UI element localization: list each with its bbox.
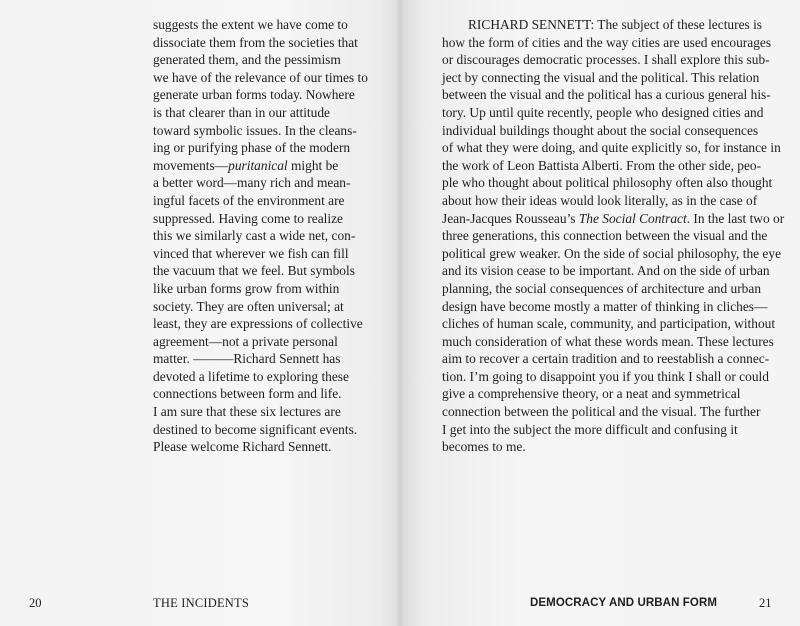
right-page-number: 21 (759, 596, 772, 610)
body-line-italic (153, 157, 368, 175)
body-line: vinced that wherever we fish can fill (153, 245, 349, 261)
left-running-head: THE INCIDENTS (153, 596, 249, 610)
body-line: becomes to me. (442, 439, 526, 455)
book-gutter (397, 0, 403, 626)
body-line: about how their ideas would look literally, as in the case of (442, 192, 758, 208)
body-line: connections between form and life. (153, 386, 342, 402)
body-line: suggests the extent we have come to (153, 17, 348, 32)
line-suffix: . In the last two or (686, 210, 785, 226)
line-suffix: might be (287, 157, 339, 173)
left-page-body (153, 16, 368, 456)
body-line: destined to become significant events. (153, 421, 358, 437)
body-line: much consideration of what these words mean. These lectures (442, 333, 774, 349)
italic-title: The Social Contract (578, 210, 687, 226)
body-line: least, they are expressions of collective (153, 316, 363, 332)
body-line: or discourages democratic processes. I shall explore this sub- (442, 52, 770, 68)
body-line: dissociate them from the societies that (153, 34, 358, 50)
body-line: like urban forms grow from within (153, 280, 340, 296)
right-page-body (442, 16, 785, 456)
body-line: individual buildings thought about the social consequences (442, 122, 759, 138)
body-line: toward symbolic issues. In the cleans- (153, 122, 357, 138)
right-running-head: DEMOCRACY AND URBAN FORM (530, 597, 718, 609)
body-line: aim to recover a certain tradition and to reestablish a connec- (442, 351, 770, 367)
body-line: planning, the social consequences of architecture and urban (442, 280, 762, 296)
body-line: design have become mostly a matter of thinking in cliches— (442, 298, 768, 314)
body-line: is that clearer than in our attitude (153, 104, 330, 120)
body-line: of what they were doing, and quite explicitly so, for instance in (442, 140, 781, 156)
italic-term: puritanical (228, 157, 288, 173)
body-line-italic (442, 210, 785, 228)
body-line: ingful facets of the environment are (153, 192, 345, 208)
body-line: cliches of human scale, community, and participation, without (442, 316, 776, 332)
body-line: tion. I’m going to disappoint you if you think I shall or could (442, 368, 769, 384)
body-line: tory. Up until quite recently, people who designed cities and (442, 104, 764, 120)
line-prefix: movements— (153, 157, 229, 173)
body-line: devoted a lifetime to exploring these (153, 368, 349, 384)
body-line: I am sure that these six lectures are (153, 404, 341, 420)
body-line: the work of Leon Battista Alberti. From the other side, peo- (442, 157, 762, 173)
speaker-opening-line: RICHARD SENNETT: The subject of these lectures is (468, 17, 762, 32)
body-line: ject by connecting the visual and the political. This relation (442, 69, 760, 85)
body-line: connection between the political and the visual. The further (442, 404, 761, 420)
body-line: a better word—many rich and mean- (153, 175, 351, 191)
body-line: the vacuum that we feel. But symbols (153, 263, 355, 279)
body-line: society. They are often universal; at (153, 298, 344, 314)
body-line: give a comprehensive theory, or a neat and symmetrical (442, 386, 741, 402)
body-line: three generations, this connection between the visual and the (442, 228, 768, 244)
body-line: suppressed. Having come to realize (153, 210, 344, 226)
body-line: ing or purifying phase of the modern (153, 140, 351, 156)
body-line: generated them, and the pessimism (153, 52, 341, 68)
body-line: Please welcome Richard Sennett. (153, 439, 332, 455)
body-line: generate urban forms today. Nowhere (153, 87, 355, 103)
line-prefix: Jean-Jacques Rousseau’s (442, 210, 579, 226)
body-line: we have of the relevance of our times to (153, 69, 368, 85)
body-line: political grew weaker. On the side of social philosophy, the eye (442, 245, 782, 261)
body-line: this we similarly cast a wide net, con- (153, 228, 356, 244)
body-line: I get into the subject the more difficult and confusing it (442, 421, 738, 437)
body-line: matter. ———Richard Sennett has (153, 351, 341, 367)
body-line: and its vision cease to be important. And on the side of urban (442, 263, 770, 279)
left-page-number: 20 (29, 596, 42, 610)
body-line: how the form of cities and the way cities are used encourages (442, 34, 772, 50)
body-line: between the visual and the political has a curious general his- (442, 87, 771, 103)
body-line: agreement—not a private personal (153, 333, 338, 349)
body-line: ple who thought about political philosophy often also thought (442, 175, 773, 191)
